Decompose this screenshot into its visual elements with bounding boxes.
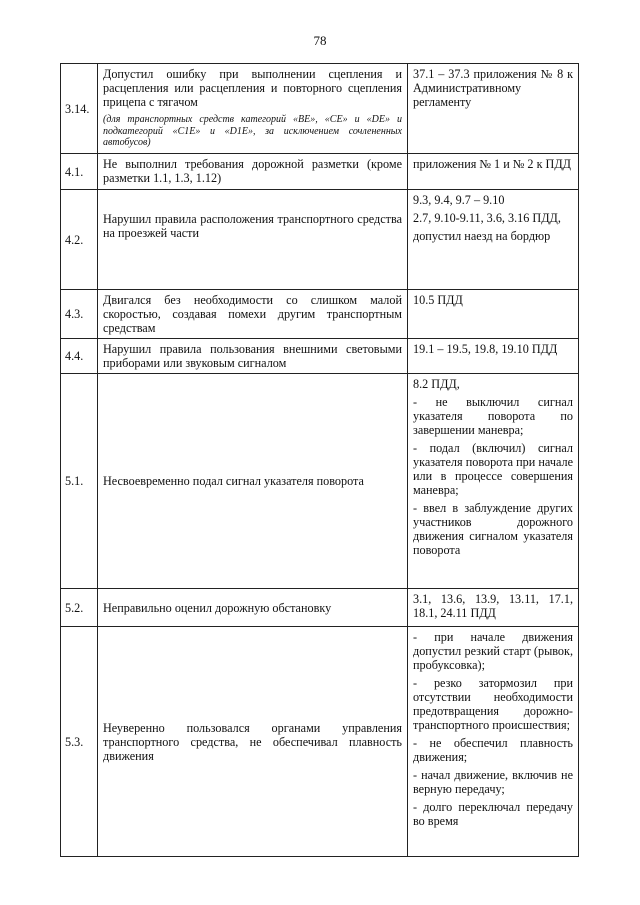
table-row: [61, 339, 579, 374]
violations-table: [60, 63, 579, 857]
reference-line: 2.7, 9.10-9.11, 3.6, 3.16 ПДД,: [413, 211, 561, 225]
row-references: [408, 627, 579, 857]
description-text: Несвоевременно подал сигнал указателя поворота: [103, 474, 364, 488]
reference-line: 8.2 ПДД,: [413, 377, 460, 391]
row-number: 3.14.: [61, 64, 98, 154]
description-note: (для транспортных средств категорий «BE», «CE» и «DE» и подкатегорий «C1E» и «D1E», за исключением сочлененных автобусов): [103, 114, 402, 148]
reference-line: - не выключил сигнал указателя поворота по завершении маневра;: [413, 395, 573, 437]
row-number: 4.1.: [61, 154, 98, 190]
reference-line: 3.1, 13.6, 13.9, 13.11, 17.1, 18.1, 24.11 ПДД: [413, 592, 573, 620]
description-text: Неправильно оценил дорожную обстановку: [103, 600, 332, 615]
reference-line: 10.5 ПДД: [413, 293, 463, 307]
table-row: [61, 290, 579, 339]
table-row: [61, 627, 579, 857]
table-row: [61, 589, 579, 627]
row-description: [98, 190, 408, 290]
row-number: 5.1.: [61, 374, 98, 589]
table-row: [61, 190, 579, 290]
row-number: 5.2.: [61, 589, 98, 627]
table-row: [61, 374, 579, 589]
row-number: 4.4.: [61, 339, 98, 374]
row-description: [98, 374, 408, 589]
row-references: [408, 64, 579, 154]
description-text: Допустил ошибку при выполнении сцепления и расцепления или расцепления и повторного сцепления прицепа с тягачом: [103, 67, 402, 109]
description-text: Неуверенно пользовался органами управления транспортного средства, не обеспечивал плавность движения: [103, 720, 402, 763]
reference-line: - долго переключал передачу во время: [413, 800, 573, 828]
reference-line: 9.3, 9.4, 9.7 – 9.10: [413, 193, 505, 207]
row-references: [408, 290, 579, 339]
row-references: [408, 190, 579, 290]
reference-line: 19.1 – 19.5, 19.8, 19.10 ПДД: [413, 342, 558, 356]
reference-line: - начал движение, включив не верную передачу;: [413, 768, 573, 796]
row-number: 4.2.: [61, 190, 98, 290]
row-description: [98, 627, 408, 857]
reference-line: - резко затормозил при отсутствии необходимости предотвращения дорожно-транспортного происшествия;: [413, 676, 573, 732]
row-references: [408, 154, 579, 190]
row-number: 4.3.: [61, 290, 98, 339]
row-references: [408, 374, 579, 589]
row-description: [98, 589, 408, 627]
row-references: [408, 339, 579, 374]
row-description: [98, 154, 408, 190]
description-text: Нарушил правила пользования внешними световыми приборами или звуковым сигналом: [103, 342, 402, 370]
row-references: [408, 589, 579, 627]
row-description: [98, 64, 408, 154]
reference-line: - при начале движения допустил резкий старт (рывок, пробуксовка);: [413, 630, 573, 672]
reference-line: приложения № 1 и № 2 к ПДД: [413, 157, 571, 171]
row-description: [98, 290, 408, 339]
row-description: [98, 339, 408, 374]
description-text: Двигался без необходимости со слишком малой скоростью, создавая помехи другим транспортным средствам: [103, 293, 402, 335]
reference-line: - не обеспечил плавность движения;: [413, 736, 573, 764]
table-row: [61, 64, 579, 154]
description-text: Не выполнил требования дорожной разметки (кроме разметки 1.1, 1.3, 1.12): [103, 157, 402, 185]
reference-line: - подал (включил) сигнал указателя поворота при начале или в процессе совершения маневра;: [413, 441, 573, 497]
page-number: 78: [313, 33, 327, 48]
table-row: [61, 154, 579, 190]
reference-line: 37.1 – 37.3 приложения № 8 к Административному регламенту: [413, 67, 573, 109]
reference-line: допустил наезд на бордюр: [413, 229, 551, 243]
row-number: 5.3.: [61, 627, 98, 857]
description-text: Нарушил правила расположения транспортного средства на проезжей части: [103, 212, 402, 240]
reference-line: - ввел в заблуждение других участников дорожного движения сигналом указателя поворота: [413, 501, 573, 557]
